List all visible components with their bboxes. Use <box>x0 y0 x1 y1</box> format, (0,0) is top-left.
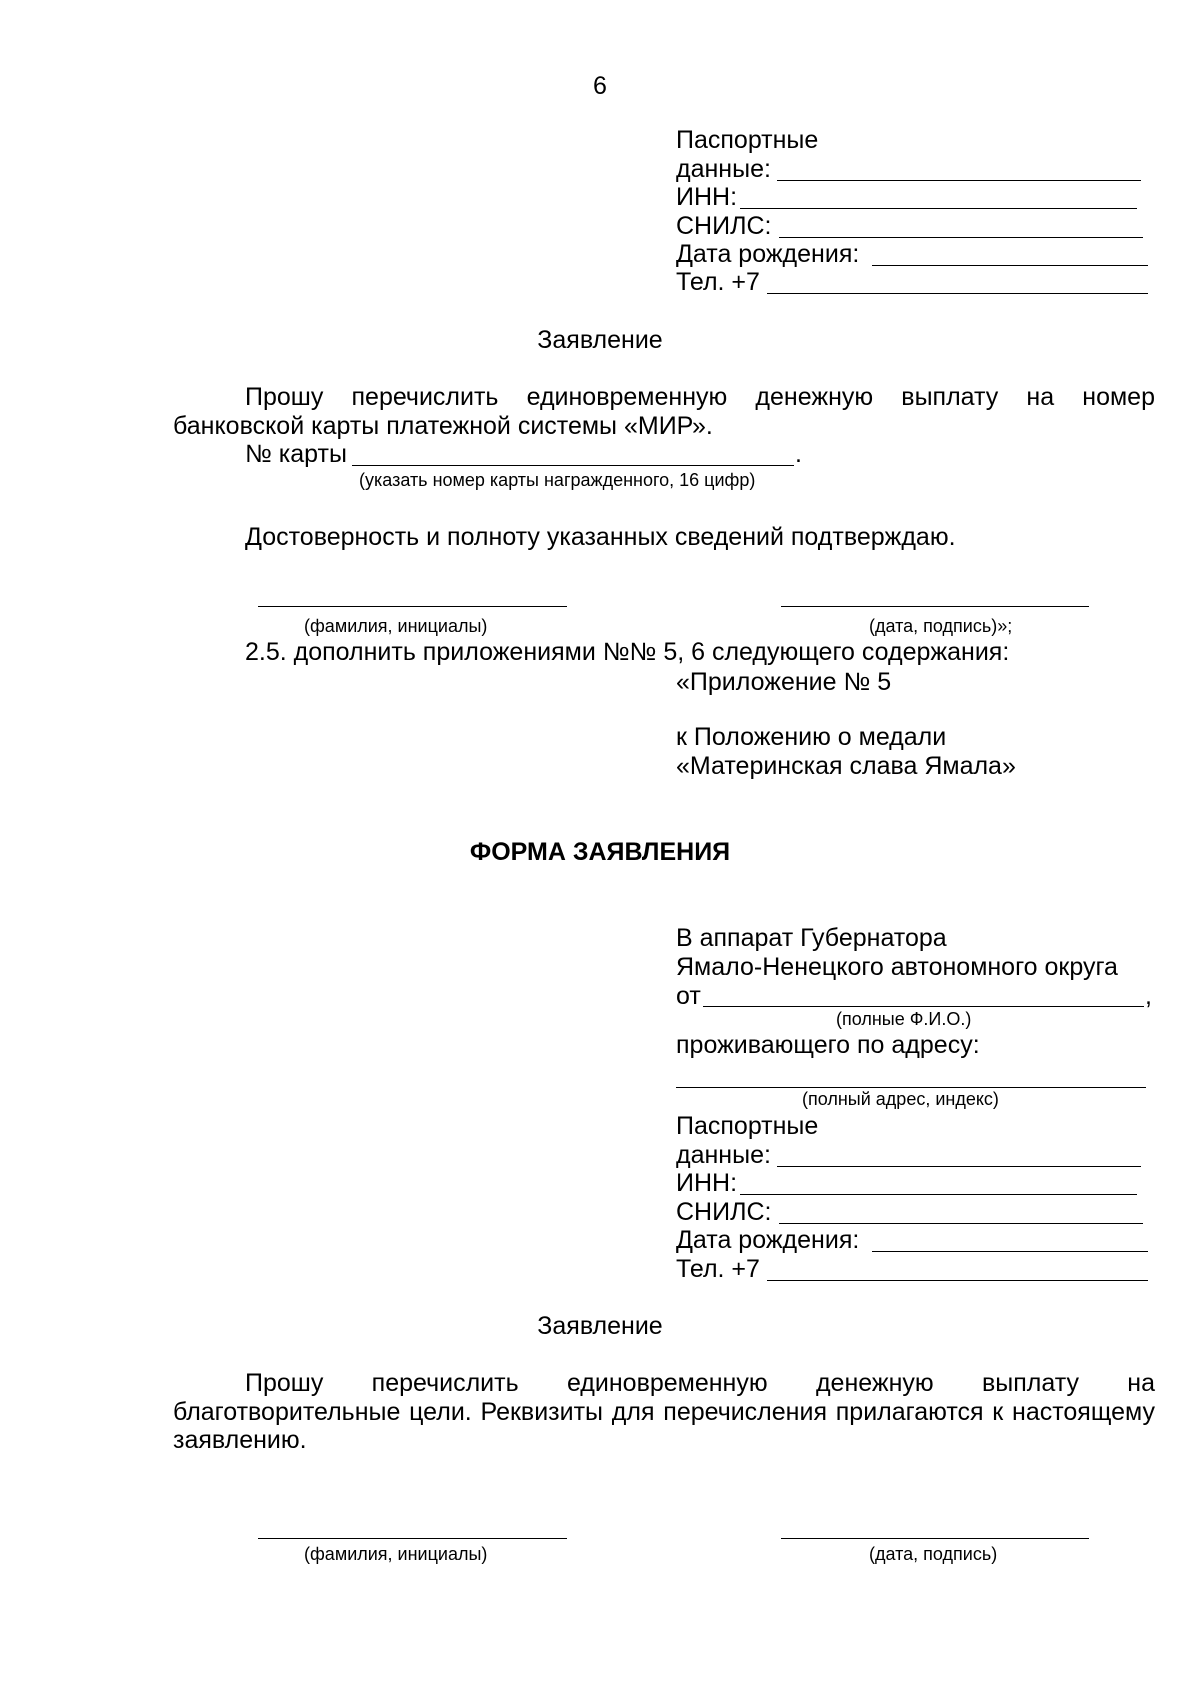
appendix-reference-1: к Положению о медали <box>676 723 947 751</box>
snils-label: СНИЛС: <box>676 212 772 240</box>
addressee-line-2: Ямало-Ненецкого автономного округа <box>676 953 1118 981</box>
phone-field-line[interactable] <box>767 293 1148 294</box>
name-caption-2: (фамилия, инициалы) <box>304 1544 488 1564</box>
snils-field-line[interactable] <box>779 237 1143 238</box>
from-end-mark: , <box>1145 982 1152 1010</box>
snils-field-line-2[interactable] <box>779 1223 1143 1224</box>
inn-label-2: ИНН: <box>676 1169 738 1197</box>
card-number-field-line[interactable] <box>352 465 794 466</box>
passport-field-line-2[interactable] <box>777 1166 1141 1167</box>
inn-field-line-2[interactable] <box>740 1194 1137 1195</box>
birth-date-field-line-2[interactable] <box>872 1251 1148 1252</box>
statement-heading-1: Заявление <box>537 326 663 354</box>
name-caption-1: (фамилия, инициалы) <box>304 616 488 636</box>
inn-label: ИНН: <box>676 183 738 211</box>
phone-label: Тел. +7 <box>676 268 760 296</box>
phone-field-line-2[interactable] <box>767 1280 1148 1281</box>
passport-title: Паспортные <box>676 126 819 154</box>
passport-field-line[interactable] <box>777 180 1141 181</box>
birth-date-label-2: Дата рождения: <box>676 1226 860 1254</box>
passport-label: данные: <box>676 155 771 183</box>
name-signature-line-2[interactable] <box>258 1538 567 1539</box>
statement-text-1: Прошу перечислить единовременную денежную выплату на номер банковской карты платежной системы «МИР». <box>173 383 1155 440</box>
birth-date-field-line[interactable] <box>872 265 1148 266</box>
card-label: № карты <box>245 440 347 468</box>
fio-field-line[interactable] <box>703 1006 1144 1007</box>
fio-hint: (полные Ф.И.О.) <box>836 1009 972 1029</box>
card-number-hint: (указать номер карты награжденного, 16 цифр) <box>359 470 756 490</box>
inn-field-line[interactable] <box>740 208 1137 209</box>
from-label: от <box>676 982 701 1010</box>
date-signature-line-1[interactable] <box>781 606 1089 607</box>
appendix-title: «Приложение № 5 <box>676 668 892 696</box>
snils-label-2: СНИЛС: <box>676 1198 772 1226</box>
date-caption-2: (дата, подпись) <box>869 1544 998 1564</box>
passport-title-2: Паспортные <box>676 1112 819 1140</box>
address-field-line[interactable] <box>676 1087 1146 1088</box>
appendix-reference-2: «Материнская слава Ямала» <box>676 752 1016 780</box>
phone-label-2: Тел. +7 <box>676 1255 760 1283</box>
date-caption-1: (дата, подпись)»; <box>869 616 1013 636</box>
confirmation-text: Достоверность и полноту указанных сведений подтверждаю. <box>245 523 956 551</box>
birth-date-label: Дата рождения: <box>676 240 860 268</box>
statement-body-1 <box>173 383 1155 440</box>
amendment-text: 2.5. дополнить приложениями №№ 5, 6 следующего содержания: <box>245 638 1010 666</box>
statement-heading-2: Заявление <box>537 1312 663 1340</box>
address-label: проживающего по адресу: <box>676 1031 980 1059</box>
page-number: 6 <box>593 72 607 100</box>
addressee-line-1: В аппарат Губернатора <box>676 924 947 952</box>
address-hint: (полный адрес, индекс) <box>802 1089 999 1109</box>
date-signature-line-2[interactable] <box>781 1538 1089 1539</box>
passport-label-2: данные: <box>676 1141 771 1169</box>
statement-body-2 <box>173 1369 1155 1455</box>
card-end-mark: . <box>795 440 802 468</box>
form-title: ФОРМА ЗАЯВЛЕНИЯ <box>469 838 731 866</box>
statement-text-2: Прошу перечислить единовременную денежную выплату на благотворительные цели. Реквизиты для перечисления прилагаются к настоящему заявлению. <box>173 1369 1155 1454</box>
name-signature-line-1[interactable] <box>258 606 567 607</box>
